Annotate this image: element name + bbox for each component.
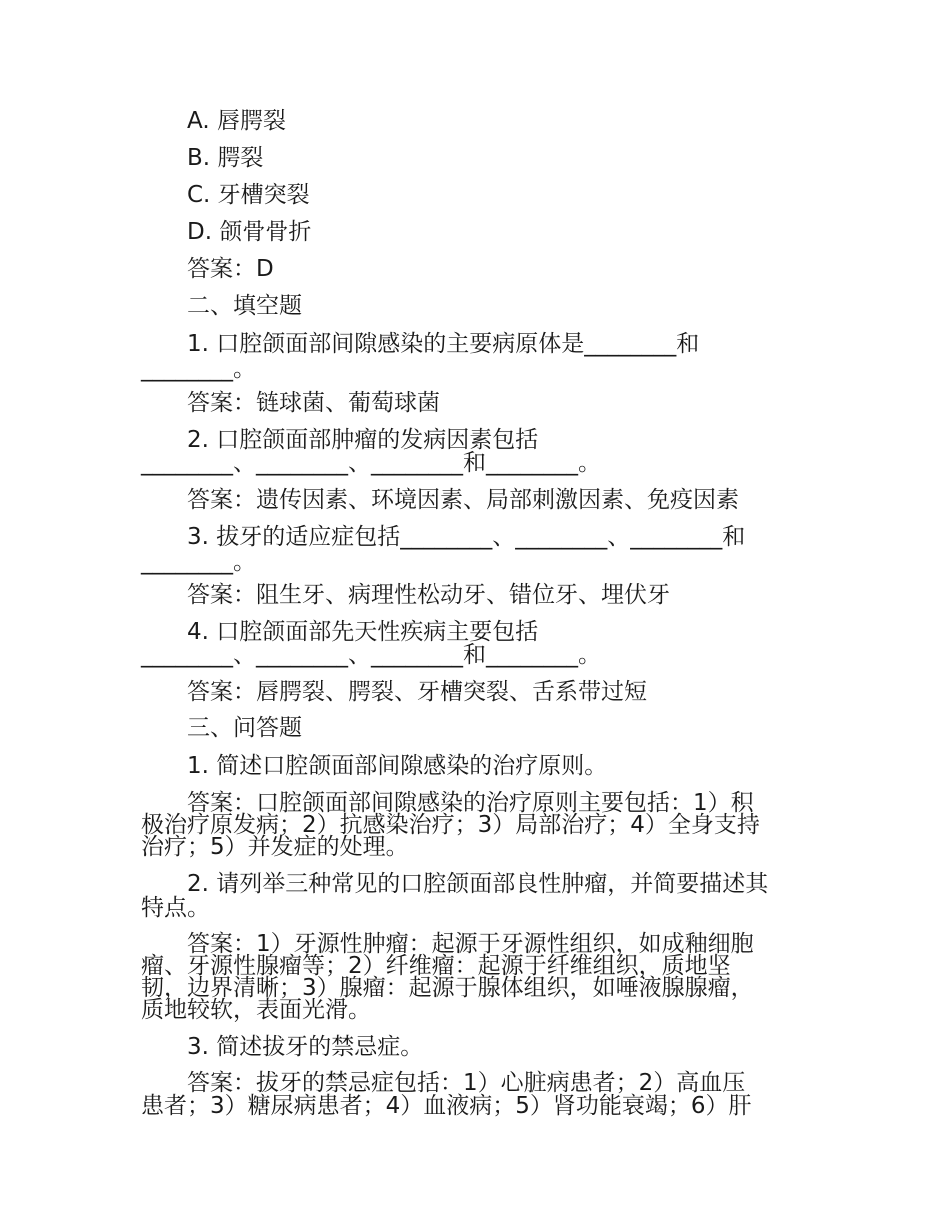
qa-answer-3-line-1: 答案：拔牙的禁忌症包括：1）心脏病患者；2）高血压: [187, 1070, 746, 1096]
qa-answer-2-line-4: 质地较软，表面光滑。: [141, 997, 371, 1023]
fill-answer-3: 答案：阻生牙、病理性松动牙、错位牙、埋伏牙: [187, 582, 670, 608]
fill-question-4-line-1: 4. 口腔颌面部先天性疾病主要包括: [187, 619, 539, 645]
qa-question-2-line-1: 2. 请列举三种常见的口腔颌面部良性肿瘤，并简要描述其: [187, 871, 769, 897]
fill-question-3-line-2: ________。: [141, 549, 256, 575]
fill-question-3-line-1: 3. 拔牙的适应症包括________、________、________和: [187, 524, 746, 550]
qa-answer-2-line-2: 瘤、牙源性腺瘤等；2）纤维瘤：起源于纤维组织，质地坚: [141, 953, 731, 979]
qa-answer-3-line-2: 患者；3）糖尿病患者；4）血液病；5）肾功能衰竭；6）肝: [141, 1093, 752, 1119]
qa-question-1: 1. 简述口腔颌面部间隙感染的治疗原则。: [187, 753, 608, 779]
qa-question-3: 3. 简述拔牙的禁忌症。: [187, 1034, 424, 1060]
fill-question-1-line-1: 1. 口腔颌面部间隙感染的主要病原体是________和: [187, 331, 700, 357]
option-c: C. 牙槽突裂: [187, 182, 310, 208]
section-heading-qa: 三、问答题: [187, 715, 302, 741]
fill-question-1-line-2: ________。: [141, 356, 256, 382]
fill-answer-2: 答案：遗传因素、环境因素、局部刺激因素、免疫因素: [187, 487, 739, 513]
section-heading-fill: 二、填空题: [187, 293, 302, 319]
option-d: D. 颌骨骨折: [187, 219, 312, 245]
option-a: A. 唇腭裂: [187, 108, 286, 134]
qa-answer-1-line-1: 答案：口腔颌面部间隙感染的治疗原则主要包括：1）积: [187, 790, 754, 816]
fill-question-2-line-1: 2. 口腔颌面部肿瘤的发病因素包括: [187, 427, 539, 453]
choice-answer: 答案：D: [187, 256, 274, 282]
qa-answer-2-line-1: 答案：1）牙源性肿瘤：起源于牙源性组织，如成釉细胞: [187, 931, 754, 957]
fill-question-2-line-2: ________、________、________和________。: [141, 450, 601, 476]
qa-answer-2-line-3: 韧，边界清晰；3）腺瘤：起源于腺体组织，如唾液腺腺瘤，: [141, 975, 754, 1001]
fill-answer-1: 答案：链球菌、葡萄球菌: [187, 390, 440, 416]
fill-answer-4: 答案：唇腭裂、腭裂、牙槽突裂、舌系带过短: [187, 679, 647, 705]
option-b: B. 腭裂: [187, 145, 264, 171]
qa-question-2-line-2: 特点。: [141, 895, 210, 921]
qa-answer-1-line-2: 极治疗原发病；2）抗感染治疗；3）局部治疗；4）全身支持: [141, 812, 760, 838]
qa-answer-1-line-3: 治疗；5）并发症的处理。: [141, 834, 409, 860]
fill-question-4-line-2: ________、________、________和________。: [141, 642, 601, 668]
